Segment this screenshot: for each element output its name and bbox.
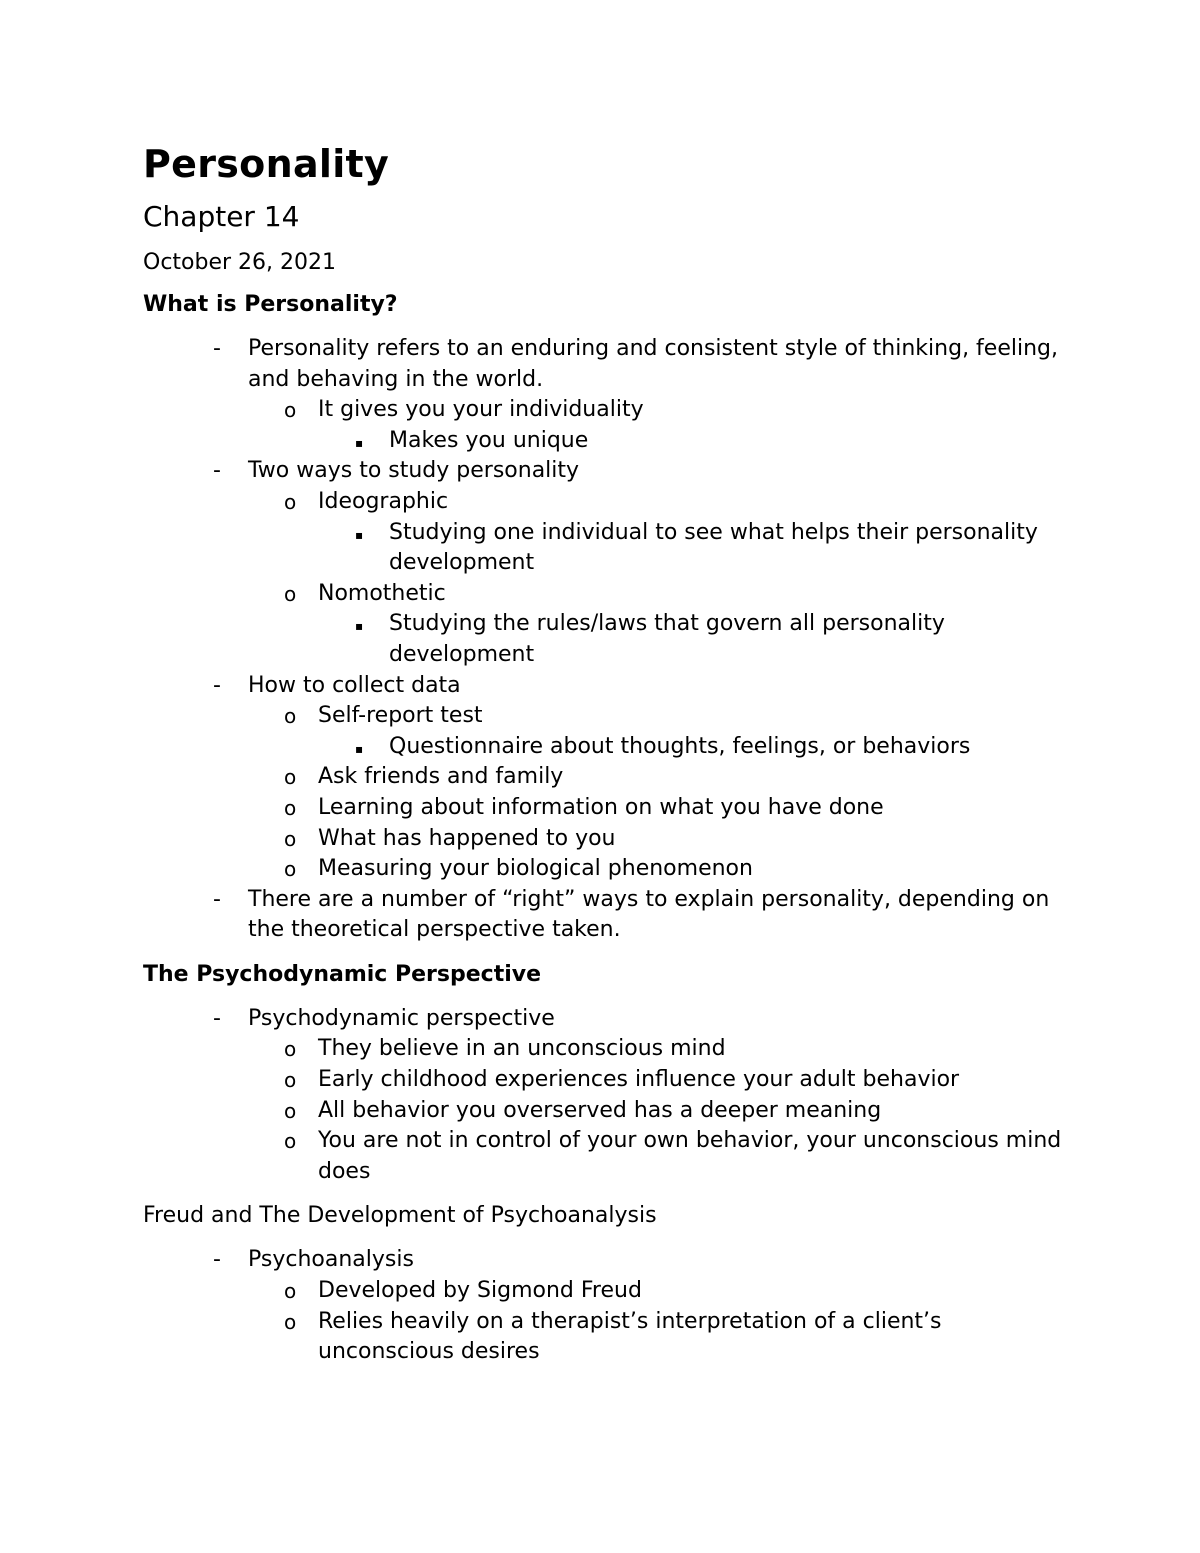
sub-list-item-text: Early childhood experiences influence your adult behavior [318, 1067, 960, 1093]
document-subtitle: Chapter 14 [143, 200, 300, 233]
list-item-text: There are a number of “right” ways to explain personality, depending on the theoretical perspective taken. [248, 886, 1050, 943]
sub-list-item-text: Nomothetic [318, 580, 446, 606]
sub-list-item-text: All behavior you overserved has a deeper meaning [318, 1097, 882, 1123]
circle-bullet: o [284, 581, 297, 606]
sub-sub-list [318, 732, 1063, 763]
sub-list-item [143, 824, 1063, 855]
section-heading-psychodynamic-perspective: The Psychodynamic Perspective [143, 961, 542, 987]
sub-sub-list-item-text: Questionnaire about thoughts, feelings, or behaviors [389, 733, 971, 759]
list-item-text: Personality refers to an enduring and consistent style of thinking, feeling, and behaving in the world. [248, 336, 1058, 392]
document-date: October 26, 2021 [143, 250, 337, 275]
dash-bullet: - [213, 1247, 221, 1273]
sub-list-item [143, 1034, 1063, 1065]
sub-list-item-text: Self-report test [318, 703, 483, 729]
sub-list-item-text: It gives you your individuality [318, 397, 644, 423]
circle-bullet: o [284, 1129, 297, 1154]
sub-list-item [143, 395, 1063, 456]
square-bullet: ▪ [355, 527, 364, 542]
dash-bullet: - [213, 336, 221, 361]
sub-list-item-text: Ask friends and family [318, 764, 564, 790]
sub-sub-list-item [143, 426, 1063, 457]
circle-bullet: o [284, 765, 297, 790]
sub-list [248, 1276, 1063, 1368]
section-heading-freud-psychoanalysis: Freud and The Development of Psychoanalysis [143, 1203, 657, 1229]
sub-list-item-text: You are not in control of your own behavior, your unconscious mind does [318, 1128, 1062, 1184]
sub-list-item-text: They believe in an unconscious mind [318, 1036, 726, 1062]
sub-list [248, 1034, 1063, 1187]
sub-list-item [143, 701, 1063, 762]
list-item-text: Psychoanalysis [248, 1247, 414, 1273]
sub-sub-list-item-text: Makes you unique [389, 427, 589, 453]
square-bullet: ▪ [355, 619, 364, 634]
sub-sub-list [318, 518, 1063, 579]
sub-list-item [143, 1096, 1063, 1127]
dash-bullet: - [213, 672, 221, 698]
section-list [143, 1245, 1063, 1367]
sub-list-item-text: Developed by Sigmond Freud [318, 1278, 642, 1304]
sub-sub-list-item-text: Studying the rules/laws that govern all personality development [389, 611, 945, 667]
section-list [143, 1004, 1063, 1188]
square-bullet: ▪ [355, 741, 364, 756]
list-item [143, 334, 1063, 456]
circle-bullet: o [284, 1068, 297, 1093]
sub-list-item [143, 793, 1063, 824]
circle-bullet: o [284, 398, 297, 423]
sub-sub-list [318, 426, 1063, 457]
sub-sub-list-item [143, 732, 1063, 763]
circle-bullet: o [284, 1037, 297, 1062]
sub-list [248, 487, 1063, 671]
sub-sub-list-item [143, 609, 1063, 670]
sub-sub-list [318, 609, 1063, 670]
sub-list-item-text: Measuring your biological phenomenon [318, 856, 753, 882]
list-item-text: How to collect data [248, 672, 461, 698]
document-title: Personality [143, 142, 390, 186]
dash-bullet: - [213, 1005, 221, 1031]
sub-list-item [143, 1126, 1063, 1187]
square-bullet: ▪ [355, 435, 364, 450]
sub-list [248, 395, 1063, 456]
circle-bullet: o [284, 857, 297, 882]
circle-bullet: o [284, 1279, 297, 1304]
circle-bullet: o [284, 704, 297, 729]
section-heading-what-is-personality: What is Personality? [143, 292, 398, 317]
sub-list-item [143, 1307, 1063, 1368]
list-item [143, 885, 1063, 946]
dash-bullet: - [213, 458, 221, 484]
circle-bullet: o [284, 826, 297, 851]
circle-bullet: o [284, 489, 297, 514]
dash-bullet: - [213, 886, 221, 912]
circle-bullet: o [284, 1098, 297, 1123]
circle-bullet: o [284, 795, 297, 820]
list-item [143, 456, 1063, 670]
sub-list-item [143, 762, 1063, 793]
list-item [143, 671, 1063, 885]
list-item [143, 1004, 1063, 1188]
sub-list-item-text: Relies heavily on a therapist’s interpretation of a client’s unconscious desires [318, 1308, 942, 1365]
sub-sub-list-item-text: Studying one individual to see what helps their personality development [389, 519, 1038, 576]
sub-list [248, 701, 1063, 885]
sub-list-item-text: Ideographic [318, 488, 449, 514]
sub-list-item-text: Learning about information on what you have done [318, 794, 884, 820]
document-body [143, 140, 1063, 1382]
sub-sub-list-item [143, 518, 1063, 579]
circle-bullet: o [284, 1309, 297, 1334]
sub-list-item [143, 1276, 1063, 1307]
list-item-text: Psychodynamic perspective [248, 1005, 555, 1031]
sub-list-item [143, 854, 1063, 885]
sub-list-item-text: What has happened to you [318, 825, 616, 851]
sub-list-item [143, 487, 1063, 579]
sub-list-item [143, 1065, 1063, 1096]
list-item [143, 1245, 1063, 1367]
sub-list-item [143, 579, 1063, 671]
section-list [143, 334, 1063, 946]
list-item-text: Two ways to study personality [248, 458, 580, 484]
